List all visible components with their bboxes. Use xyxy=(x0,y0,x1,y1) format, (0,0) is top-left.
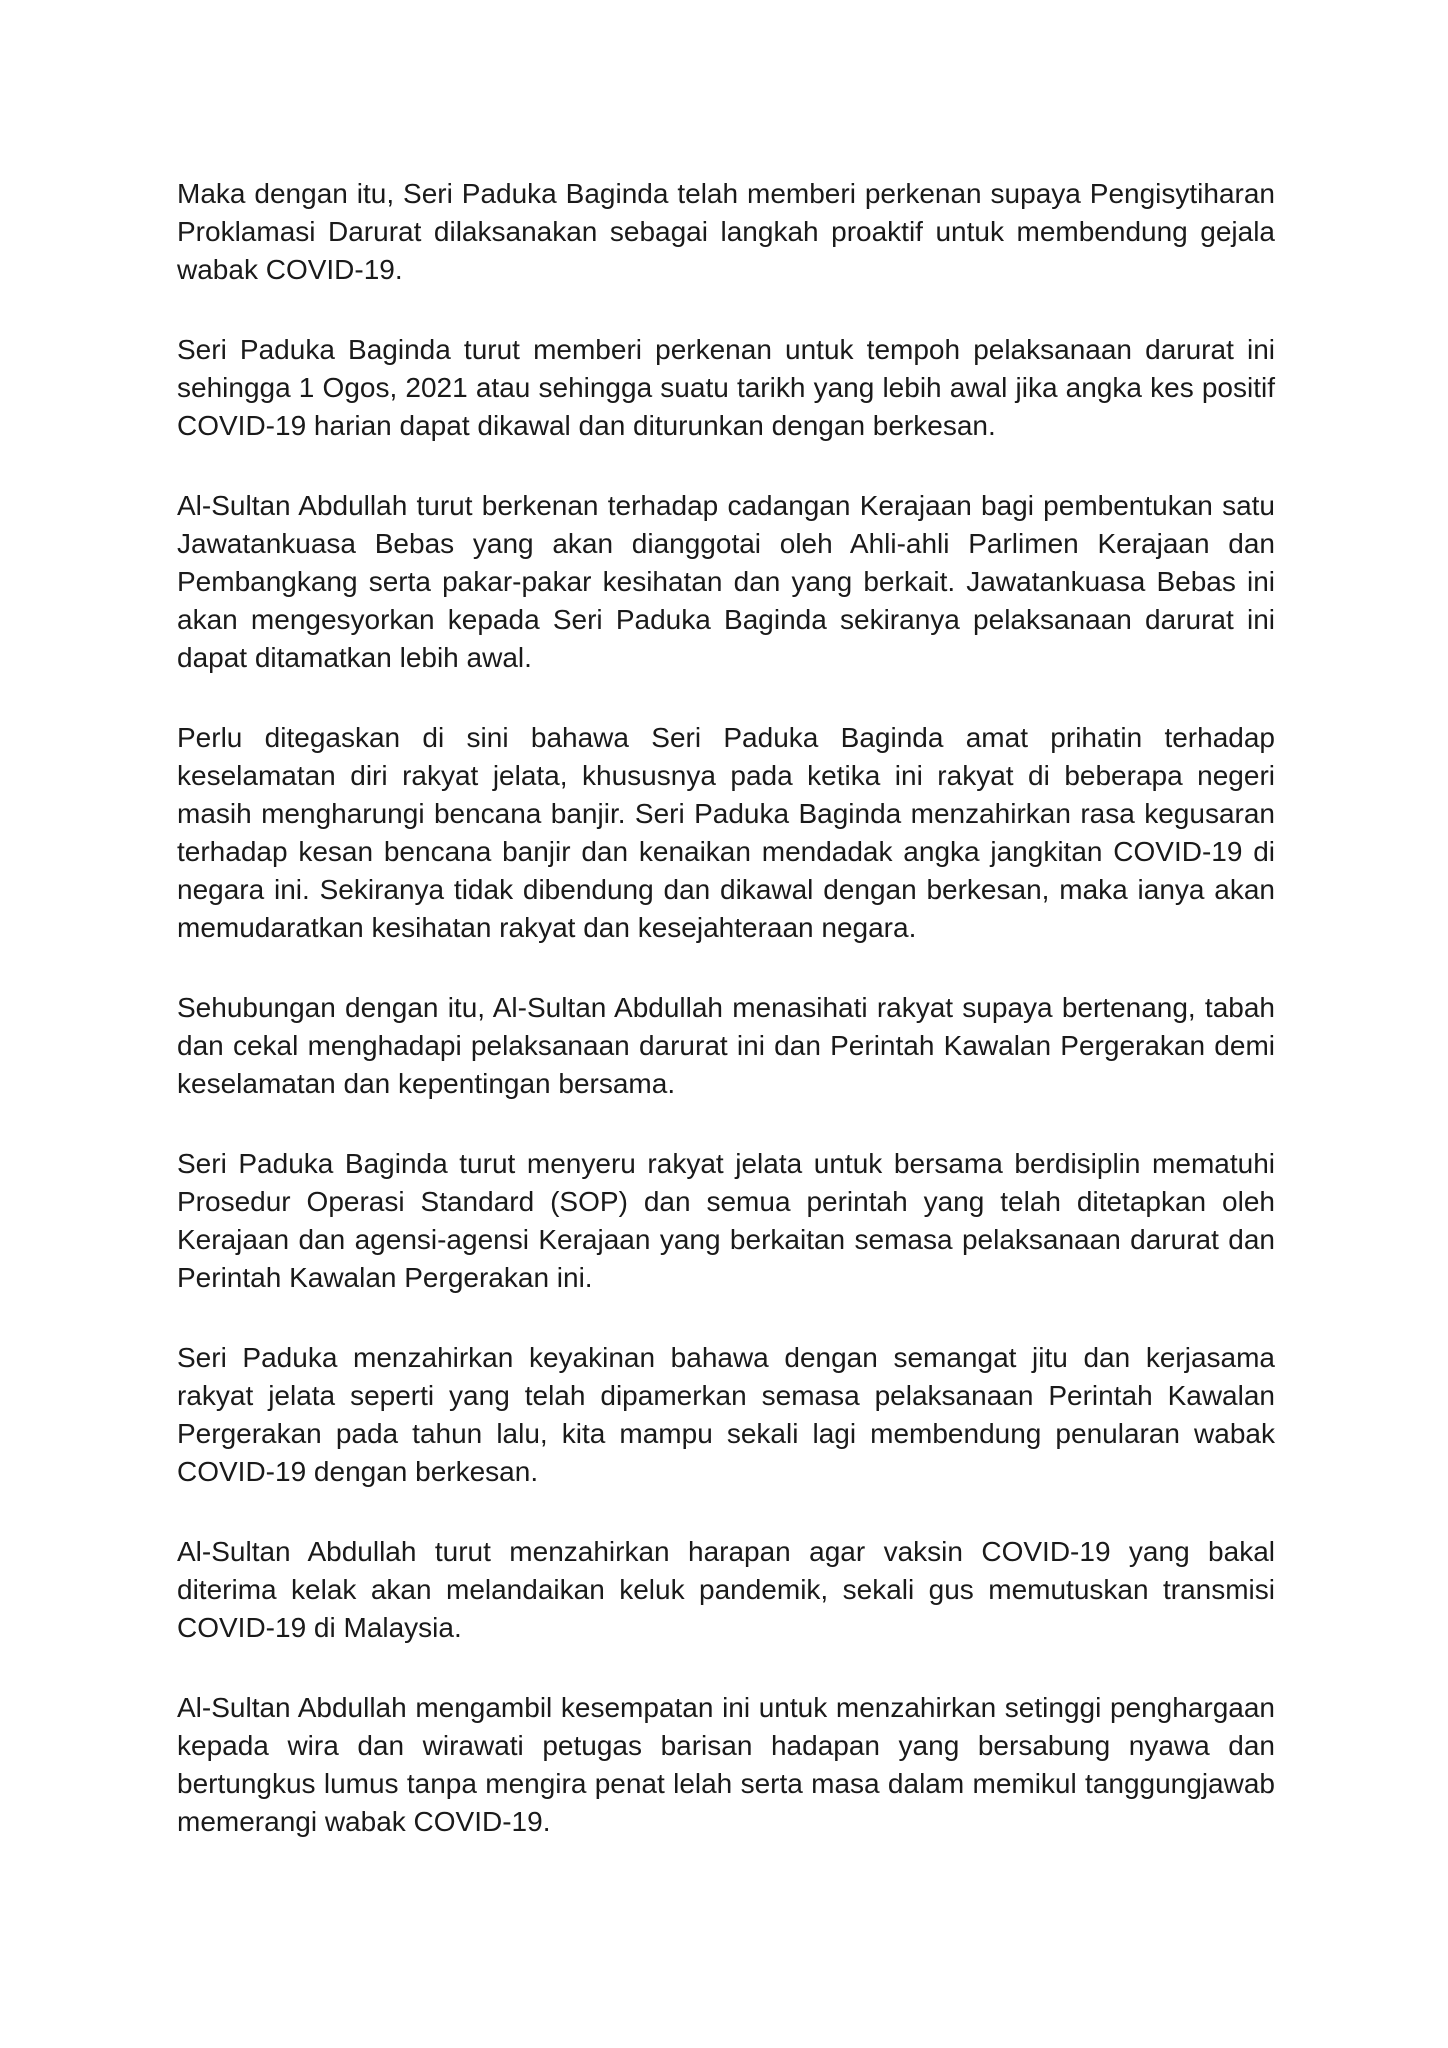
document-page xyxy=(177,175,1275,1883)
paragraph-9: Al-Sultan Abdullah mengambil kesempatan ini untuk menzahirkan setinggi penghargaan kepada wira dan wirawati petugas barisan hadapan yang bersabung nyawa dan bertungkus lumus tanpa mengira penat lelah serta masa dalam memikul tanggungjawab memerangi wabak COVID-19. xyxy=(177,1692,1275,1837)
paragraph-5: Sehubungan dengan itu, Al-Sultan Abdullah menasihati rakyat supaya bertenang, tabah dan cekal menghadapi pelaksanaan darurat ini dan Perintah Kawalan Pergerakan demi keselamatan dan kepentingan bersama. xyxy=(177,992,1275,1099)
paragraph-7: Seri Paduka menzahirkan keyakinan bahawa dengan semangat jitu dan kerjasama rakyat jelata seperti yang telah dipamerkan semasa pelaksanaan Perintah Kawalan Pergerakan pada tahun lalu, kita mampu sekali lagi membendung penularan wabak COVID-19 dengan berkesan. xyxy=(177,1342,1275,1487)
paragraph-6: Seri Paduka Baginda turut menyeru rakyat jelata untuk bersama berdisiplin mematuhi Prosedur Operasi Standard (SOP) dan semua perintah yang telah ditetapkan oleh Kerajaan dan agensi-agensi Kerajaan yang berkaitan semasa pelaksanaan darurat dan Perintah Kawalan Pergerakan ini. xyxy=(177,1148,1275,1293)
paragraph-2: Seri Paduka Baginda turut memberi perkenan untuk tempoh pelaksanaan darurat ini sehingga 1 Ogos, 2021 atau sehingga suatu tarikh yang lebih awal jika angka kes positif COVID-19 harian dapat dikawal dan diturunkan dengan berkesan. xyxy=(177,334,1275,441)
paragraph-8: Al-Sultan Abdullah turut menzahirkan harapan agar vaksin COVID-19 yang bakal diterima kelak akan melandaikan keluk pandemik, sekali gus memutuskan transmisi COVID-19 di Malaysia. xyxy=(177,1536,1275,1643)
paragraph-1: Maka dengan itu, Seri Paduka Baginda telah memberi perkenan supaya Pengisytiharan Proklamasi Darurat dilaksanakan sebagai langkah proaktif untuk membendung gejala wabak COVID-19. xyxy=(177,178,1275,285)
paragraph-4: Perlu ditegaskan di sini bahawa Seri Paduka Baginda amat prihatin terhadap keselamatan diri rakyat jelata, khususnya pada ketika ini rakyat di beberapa negeri masih mengharungi bencana banjir. Seri Paduka Baginda menzahirkan rasa kegusaran terhadap kesan bencana banjir dan kenaikan mendadak angka jangkitan COVID-19 di negara ini. Sekiranya tidak dibendung dan dikawal dengan berkesan, maka ianya akan memudaratkan kesihatan rakyat dan kesejahteraan negara. xyxy=(177,722,1275,943)
paragraph-3: Al-Sultan Abdullah turut berkenan terhadap cadangan Kerajaan bagi pembentukan satu Jawatankuasa Bebas yang akan dianggotai oleh Ahli-ahli Parlimen Kerajaan dan Pembangkang serta pakar-pakar kesihatan dan yang berkait. Jawatankuasa Bebas ini akan mengesyorkan kepada Seri Paduka Baginda sekiranya pelaksanaan darurat ini dapat ditamatkan lebih awal. xyxy=(177,490,1275,673)
